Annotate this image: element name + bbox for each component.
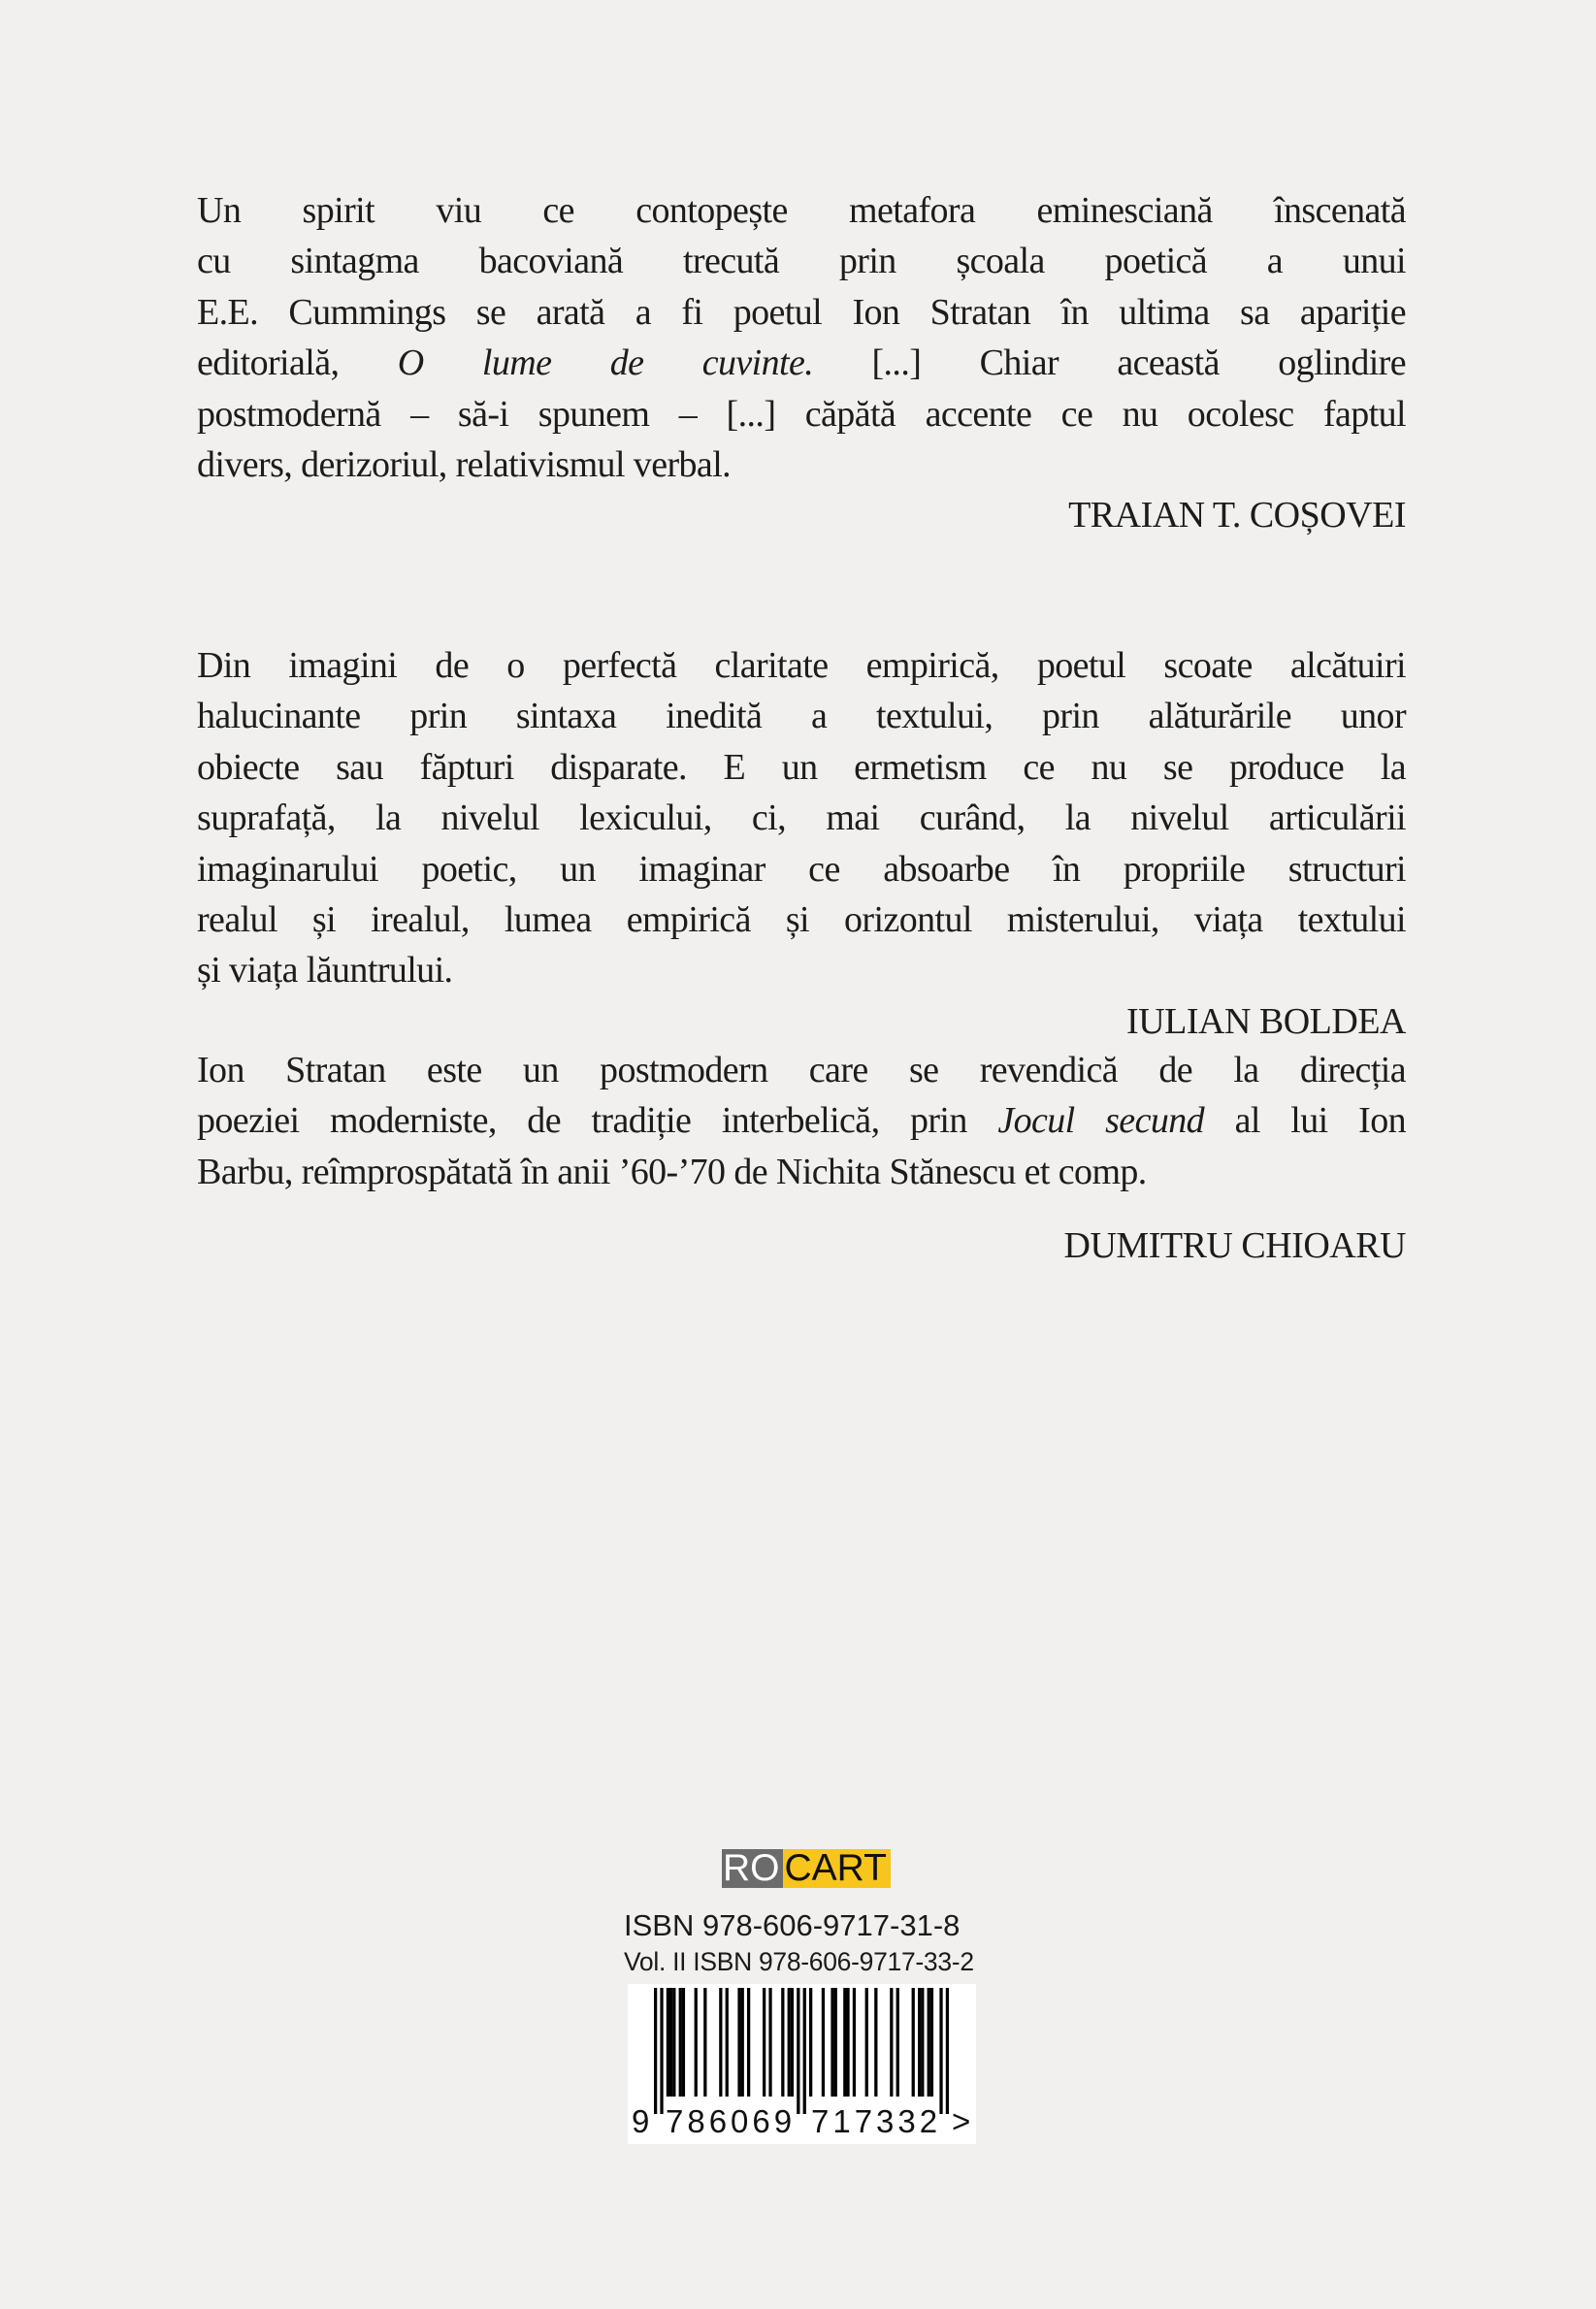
barcode-bar bbox=[763, 1988, 765, 2097]
barcode-quiet-mark: > bbox=[952, 2103, 971, 2139]
text-segment: obiecte sau făpturi disparate. E un ermetism ce nu se produce la bbox=[197, 746, 1406, 788]
quote-line bbox=[197, 640, 1406, 691]
text-segment: halucinante prin sintaxa inedită a textului, prin alăturările unor bbox=[197, 696, 1406, 737]
text-segment: imaginarului poetic, un imaginar ce absoarbe în propriile structuri bbox=[197, 848, 1406, 890]
quote-line bbox=[197, 185, 1406, 236]
barcode-bar bbox=[930, 1988, 933, 2097]
quote-line bbox=[197, 338, 1406, 388]
quote-line bbox=[197, 389, 1406, 439]
quote-line bbox=[197, 945, 1406, 995]
quote-author: TRAIAN T. COȘOVEI bbox=[1068, 495, 1406, 537]
quote-line bbox=[197, 894, 1406, 945]
text-segment: postmodernă – să-i spunem – [...] căpătă accente ce nu ocolesc faptul bbox=[197, 393, 1406, 435]
barcode-bar bbox=[672, 1988, 675, 2097]
quote-author: IULIAN BOLDEA bbox=[1126, 1000, 1406, 1042]
barcode-bar bbox=[874, 1988, 877, 2097]
text-segment: cu sintagma bacoviană trecută prin școala poetică a unui bbox=[197, 241, 1406, 282]
quote-traian-cosovei bbox=[197, 185, 1406, 540]
book-title-italic: Jocul secund bbox=[997, 1100, 1205, 1142]
barcode-bar bbox=[703, 1988, 706, 2097]
barcode-right-digits: 717332 bbox=[811, 2103, 942, 2139]
barcode-bar bbox=[695, 1988, 698, 2097]
logo-ro: RO bbox=[722, 1849, 783, 1888]
barcode-bar bbox=[846, 1988, 849, 2097]
barcode-bar bbox=[669, 1988, 672, 2097]
quote-line bbox=[197, 1147, 1406, 1197]
book-title-italic: O lume de cuvinte. bbox=[397, 342, 814, 384]
quote-line bbox=[197, 742, 1406, 793]
barcode-bar bbox=[741, 1988, 744, 2097]
quote-line bbox=[197, 1045, 1406, 1095]
barcode-left-digits: 786069 bbox=[666, 2103, 797, 2139]
logo-cart: CART bbox=[783, 1849, 891, 1888]
text-segment: suprafață, la nivelul lexicului, ci, mai curând, la nivelul articulării bbox=[197, 797, 1406, 839]
text-segment: poeziei moderniste, de tradiție interbelică, prin bbox=[197, 1100, 998, 1142]
barcode-bar bbox=[834, 1988, 837, 2097]
text-segment: [...] Chiar această oglindire bbox=[813, 342, 1406, 384]
text-segment: E.E. Cummings se arată a fi poetul Ion Stratan în ultima sa apariție bbox=[197, 291, 1406, 333]
text-segment: Barbu, reîmprospătată în anii ’60-’70 de Nichita Stănescu et comp. bbox=[197, 1151, 1147, 1192]
text-segment: al lui Ion bbox=[1204, 1100, 1406, 1142]
barcode-bar bbox=[803, 1988, 806, 2114]
text-segment: Din imagini de o perfectă claritate empirică, poetul scoate alcătuiri bbox=[197, 645, 1406, 686]
isbn-volume: Vol. II ISBN 978-606-9717-33-2 bbox=[624, 1947, 974, 1976]
barcode-bar bbox=[822, 1988, 825, 2097]
isbn-main: ISBN 978-606-9717-31-8 bbox=[624, 1908, 961, 1942]
barcode-bar bbox=[865, 1988, 868, 2097]
rocart-publisher-logo bbox=[722, 1849, 891, 1888]
quote-iulian-boldea bbox=[197, 640, 1406, 1047]
barcode-bar bbox=[781, 1988, 784, 2097]
barcode-bar bbox=[667, 1988, 669, 2097]
text-segment: divers, derizoriul, relativismul verbal. bbox=[197, 443, 732, 485]
barcode-bar bbox=[809, 1988, 812, 2097]
quote-line bbox=[197, 287, 1406, 338]
barcode-bars bbox=[654, 1988, 949, 2114]
barcode-bar bbox=[679, 1988, 682, 2097]
quote-line bbox=[197, 439, 1406, 490]
quote-author: DUMITRU CHIOARU bbox=[1063, 1225, 1406, 1267]
barcode-bar bbox=[747, 1988, 750, 2097]
barcode-bar bbox=[843, 1988, 846, 2097]
barcode-bar bbox=[921, 1988, 924, 2097]
barcode-bar bbox=[831, 1988, 833, 2097]
barcode-bar bbox=[788, 1988, 791, 2097]
quote-line bbox=[197, 691, 1406, 741]
barcode-bar bbox=[660, 1988, 663, 2114]
barcode-bar bbox=[896, 1988, 899, 2097]
barcode-bar bbox=[939, 1988, 942, 2114]
barcode-bar bbox=[791, 1988, 794, 2097]
text-segment: Ion Stratan este un postmodern care se revendică de la direcția bbox=[197, 1050, 1406, 1090]
barcode bbox=[628, 1984, 976, 2144]
barcode-bar bbox=[946, 1988, 949, 2114]
barcode-bar bbox=[918, 1988, 921, 2097]
quote-line bbox=[197, 844, 1406, 894]
quote-line bbox=[197, 1095, 1406, 1146]
barcode-bar bbox=[853, 1988, 856, 2097]
quote-dumitru-chioaru bbox=[197, 1045, 1406, 1271]
barcode-bar bbox=[726, 1988, 729, 2097]
barcode-bar bbox=[768, 1988, 771, 2097]
text-segment: Un spirit viu ce contopește metafora eminesciană înscenată bbox=[197, 190, 1406, 231]
text-segment: realul și irealul, lumea empirică și orizontul misterului, viața textului bbox=[197, 898, 1406, 940]
barcode-bar bbox=[682, 1988, 685, 2097]
text-segment: și viața lăuntrului. bbox=[197, 950, 453, 992]
barcode-bar bbox=[654, 1988, 657, 2114]
barcode-bar bbox=[890, 1988, 893, 2097]
barcode-bar bbox=[719, 1988, 722, 2097]
barcode-bar bbox=[737, 1988, 740, 2097]
text-segment: editorială, bbox=[197, 342, 398, 384]
barcode-bar bbox=[928, 1988, 930, 2097]
barcode-bar bbox=[912, 1988, 915, 2097]
quote-line bbox=[197, 236, 1406, 286]
barcode-bar bbox=[797, 1988, 799, 2114]
quote-line bbox=[197, 793, 1406, 843]
barcode-first-digit: 9 bbox=[632, 2103, 650, 2139]
